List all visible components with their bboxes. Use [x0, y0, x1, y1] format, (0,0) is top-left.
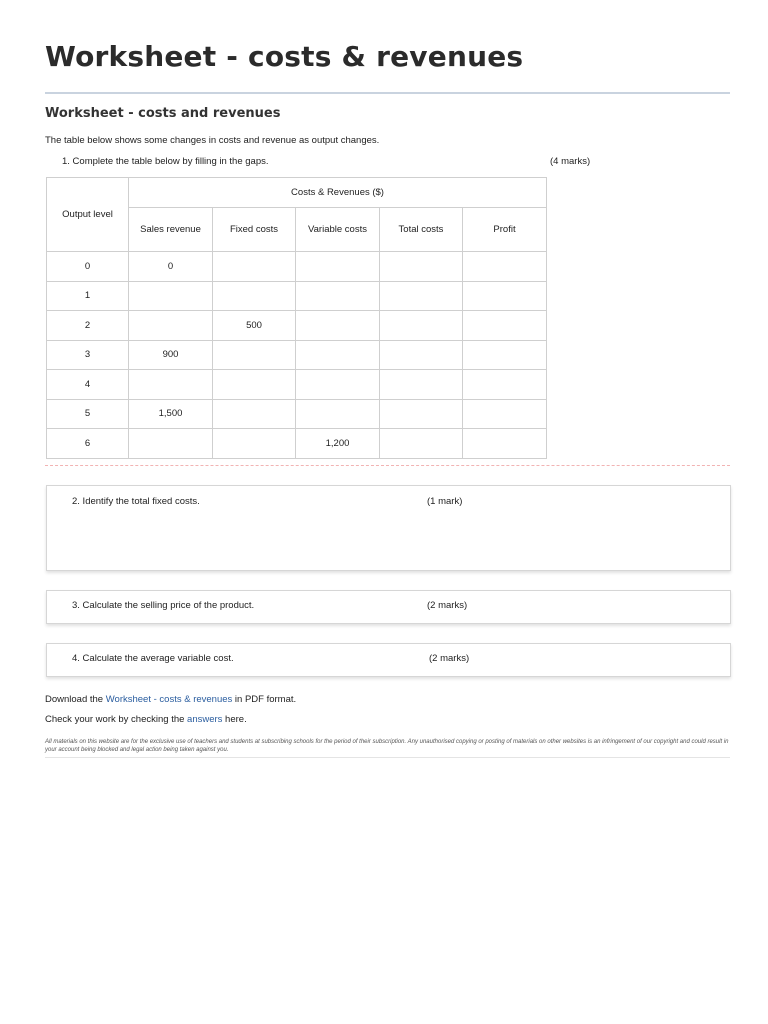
cell-fixed-costs [213, 370, 296, 400]
cell-total-costs [380, 370, 463, 400]
question-2-marks: (1 mark) [427, 496, 463, 507]
question-3-box [46, 590, 731, 624]
cell-profit [463, 252, 547, 282]
table-row [47, 252, 547, 282]
table-row [47, 340, 547, 370]
cell-sales-revenue [129, 281, 213, 311]
download-prefix: Download the [45, 694, 106, 705]
cell-sales-revenue: 900 [129, 340, 213, 370]
cell-profit [463, 429, 547, 459]
cell-profit [463, 399, 547, 429]
cell-output-level: 0 [47, 252, 129, 282]
cell-sales-revenue: 1,500 [129, 399, 213, 429]
cell-total-costs [380, 311, 463, 341]
cell-fixed-costs [213, 281, 296, 311]
question-4-box [46, 643, 731, 677]
cell-fixed-costs: 500 [213, 311, 296, 341]
cell-output-level: 1 [47, 281, 129, 311]
cell-sales-revenue [129, 311, 213, 341]
cell-variable-costs [296, 252, 380, 282]
intro-text: The table below shows some changes in costs and revenue as output changes. [45, 135, 380, 146]
cell-variable-costs [296, 311, 380, 341]
cell-variable-costs [296, 340, 380, 370]
cell-profit [463, 281, 547, 311]
cell-profit [463, 370, 547, 400]
header-variable-costs: Variable costs [296, 208, 380, 252]
cell-sales-revenue: 0 [129, 252, 213, 282]
cell-output-level: 4 [47, 370, 129, 400]
check-suffix: here. [222, 714, 247, 725]
page-title: Worksheet - costs & revenues [45, 40, 524, 73]
table-row [47, 370, 547, 400]
question-2-box [46, 485, 731, 571]
cell-variable-costs [296, 281, 380, 311]
table-row [47, 281, 547, 311]
cell-variable-costs: 1,200 [296, 429, 380, 459]
table-row [47, 429, 547, 459]
header-profit: Profit [463, 208, 547, 252]
header-total-costs: Total costs [380, 208, 463, 252]
download-pdf-link[interactable]: Worksheet - costs & revenues [105, 694, 233, 705]
header-costs-revenues: Costs & Revenues ($) [129, 178, 547, 208]
section-heading: Worksheet - costs and revenues [45, 106, 281, 121]
cell-total-costs [380, 429, 463, 459]
dashed-divider [45, 465, 730, 466]
table-row [47, 311, 547, 341]
cell-output-level: 2 [47, 311, 129, 341]
question-3-marks: (2 marks) [427, 600, 468, 611]
costs-revenues-table [46, 177, 547, 459]
cell-fixed-costs [213, 340, 296, 370]
check-answers-line [45, 714, 247, 725]
question-4-marks: (2 marks) [429, 653, 470, 664]
answers-link[interactable]: answers [187, 714, 223, 725]
question-2-text: 2. Identify the total fixed costs. [72, 496, 200, 507]
header-fixed-costs: Fixed costs [213, 208, 296, 252]
cell-fixed-costs [213, 252, 296, 282]
question-1-text: 1. Complete the table below by filling in the gaps. [62, 156, 269, 167]
cell-output-level: 5 [47, 399, 129, 429]
question-4-text: 4. Calculate the average variable cost. [72, 653, 234, 664]
cell-total-costs [380, 399, 463, 429]
cell-output-level: 3 [47, 340, 129, 370]
cell-output-level: 6 [47, 429, 129, 459]
header-sales-revenue: Sales revenue [129, 208, 213, 252]
copyright-notice: All materials on this website are for the exclusive use of teachers and students at subscribing schools for the period of their subscription. Any unauthorised copying or posting of materials on other websites is an infringement of our copyright and could result in your account being blocked and legal action being taken against you. [45, 739, 729, 753]
title-divider [45, 92, 730, 94]
question-1-marks: (4 marks) [550, 156, 591, 167]
table-row [47, 399, 547, 429]
cell-profit [463, 340, 547, 370]
header-output-level: Output level [47, 178, 129, 252]
cell-variable-costs [296, 370, 380, 400]
cell-total-costs [380, 252, 463, 282]
cell-profit [463, 311, 547, 341]
cell-total-costs [380, 340, 463, 370]
cell-fixed-costs [213, 429, 296, 459]
cell-total-costs [380, 281, 463, 311]
cell-sales-revenue [129, 429, 213, 459]
question-3-text: 3. Calculate the selling price of the product. [72, 600, 255, 611]
cell-sales-revenue [129, 370, 213, 400]
download-suffix: in PDF format. [232, 694, 297, 705]
check-prefix: Check your work by checking the [45, 714, 188, 725]
cell-variable-costs [296, 399, 380, 429]
footer-divider [45, 757, 730, 758]
cell-fixed-costs [213, 399, 296, 429]
download-line [45, 694, 296, 705]
